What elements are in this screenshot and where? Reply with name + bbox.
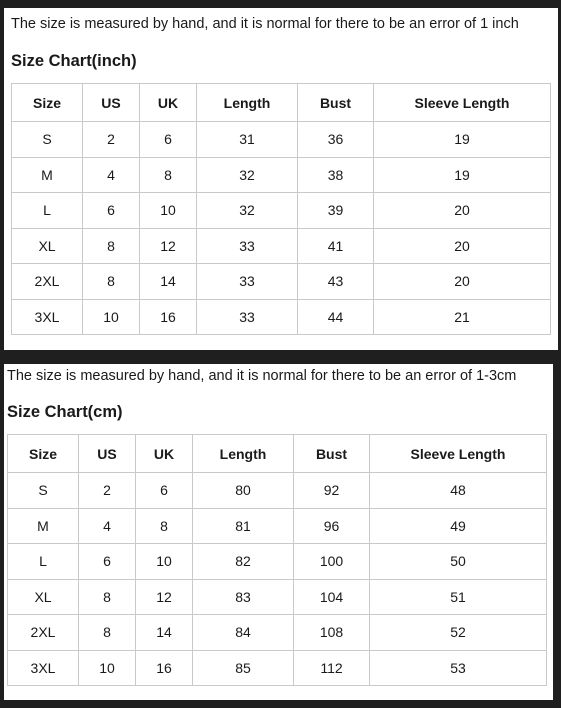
table-cell: 4 [83, 157, 140, 193]
table-cell: 36 [298, 122, 374, 158]
table-cell: 52 [370, 615, 547, 651]
table-cell: 4 [79, 508, 136, 544]
table-cell: 82 [193, 544, 294, 580]
table-row [12, 157, 551, 193]
table-cell: 12 [136, 579, 193, 615]
table-row [12, 122, 551, 158]
table-cell: 10 [79, 650, 136, 686]
table-cell: 10 [140, 193, 197, 229]
table-cell: 3XL [12, 299, 83, 335]
table-cell: 19 [374, 122, 551, 158]
size-chart-inch-panel [4, 8, 558, 350]
table-cell: 8 [83, 264, 140, 300]
column-header-bust: Bust [294, 435, 370, 473]
table-cell: 104 [294, 579, 370, 615]
column-header-uk: UK [140, 84, 197, 122]
table-cell: 48 [370, 473, 547, 509]
table-row [8, 508, 547, 544]
table-cell: 16 [136, 650, 193, 686]
table-cell: 38 [298, 157, 374, 193]
table-cell: 6 [136, 473, 193, 509]
table-cell: 8 [136, 508, 193, 544]
size-chart-inch-title: Size Chart(inch) [11, 52, 137, 70]
table-cell: M [12, 157, 83, 193]
table-cell: 3XL [8, 650, 79, 686]
table-cell: 21 [374, 299, 551, 335]
table-row [8, 579, 547, 615]
table-cell: S [12, 122, 83, 158]
table-cell: 100 [294, 544, 370, 580]
size-chart-cm-panel [4, 364, 553, 700]
table-header-row [12, 84, 551, 122]
table-cell: M [8, 508, 79, 544]
table-row [12, 193, 551, 229]
table-cell: 41 [298, 228, 374, 264]
table-cell: 43 [298, 264, 374, 300]
measurement-note-cm: The size is measured by hand, and it is normal for there to be an error of 1-3cm [7, 368, 517, 384]
table-cell: 8 [79, 579, 136, 615]
table-cell: 6 [140, 122, 197, 158]
column-header-size: Size [8, 435, 79, 473]
table-cell: 80 [193, 473, 294, 509]
column-header-us: US [83, 84, 140, 122]
table-row [8, 615, 547, 651]
table-cell: 92 [294, 473, 370, 509]
column-header-length: Length [193, 435, 294, 473]
column-header-sleeve-length: Sleeve Length [374, 84, 551, 122]
table-row [12, 299, 551, 335]
table-cell: 14 [136, 615, 193, 651]
column-header-us: US [79, 435, 136, 473]
table-cell: 14 [140, 264, 197, 300]
table-cell: 12 [140, 228, 197, 264]
table-cell: 32 [197, 157, 298, 193]
table-cell: 2 [79, 473, 136, 509]
table-cell: 2XL [8, 615, 79, 651]
table-cell: 108 [294, 615, 370, 651]
table-cell: 20 [374, 193, 551, 229]
table-cell: 31 [197, 122, 298, 158]
column-header-size: Size [12, 84, 83, 122]
table-cell: L [12, 193, 83, 229]
table-cell: 10 [83, 299, 140, 335]
table-cell: 10 [136, 544, 193, 580]
table-cell: 6 [83, 193, 140, 229]
table-cell: 2 [83, 122, 140, 158]
table-cell: 8 [79, 615, 136, 651]
table-cell: 96 [294, 508, 370, 544]
column-header-bust: Bust [298, 84, 374, 122]
size-table-cm [7, 434, 547, 686]
table-cell: 83 [193, 579, 294, 615]
table-cell: 6 [79, 544, 136, 580]
table-cell: S [8, 473, 79, 509]
table-row [12, 228, 551, 264]
table-row [8, 544, 547, 580]
table-cell: 2XL [12, 264, 83, 300]
table-row [8, 650, 547, 686]
column-header-length: Length [197, 84, 298, 122]
column-header-uk: UK [136, 435, 193, 473]
table-cell: 85 [193, 650, 294, 686]
table-cell: 84 [193, 615, 294, 651]
column-header-sleeve-length: Sleeve Length [370, 435, 547, 473]
table-cell: 112 [294, 650, 370, 686]
measurement-note-inch: The size is measured by hand, and it is normal for there to be an error of 1 inch [11, 16, 519, 32]
table-cell: 81 [193, 508, 294, 544]
table-cell: 33 [197, 228, 298, 264]
table-row [12, 264, 551, 300]
size-table-inch [11, 83, 551, 335]
table-cell: 20 [374, 264, 551, 300]
table-cell: 19 [374, 157, 551, 193]
table-cell: 33 [197, 264, 298, 300]
table-cell: 8 [140, 157, 197, 193]
table-cell: 33 [197, 299, 298, 335]
table-cell: 20 [374, 228, 551, 264]
table-cell: 50 [370, 544, 547, 580]
table-cell: 49 [370, 508, 547, 544]
table-row [8, 473, 547, 509]
table-cell: 8 [83, 228, 140, 264]
table-cell: L [8, 544, 79, 580]
table-cell: 39 [298, 193, 374, 229]
table-header-row [8, 435, 547, 473]
table-cell: 32 [197, 193, 298, 229]
table-cell: 16 [140, 299, 197, 335]
table-cell: XL [8, 579, 79, 615]
table-cell: 51 [370, 579, 547, 615]
table-cell: 44 [298, 299, 374, 335]
table-cell: 53 [370, 650, 547, 686]
table-cell: XL [12, 228, 83, 264]
size-chart-cm-title: Size Chart(cm) [7, 403, 123, 421]
